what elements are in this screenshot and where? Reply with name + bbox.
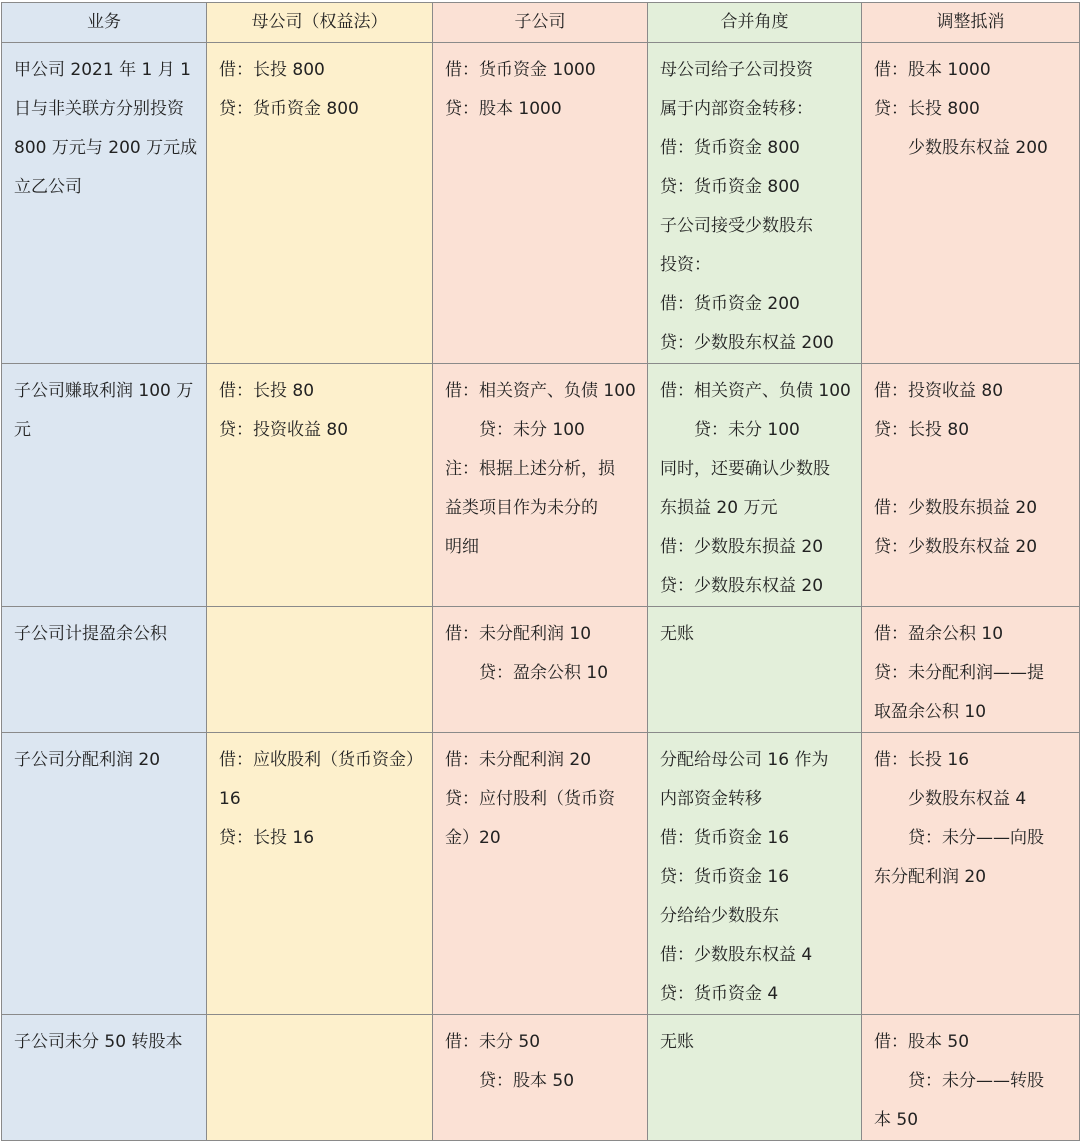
entry-line: 借：投资收益 80 — [874, 381, 1004, 401]
entry-line: 贷：盈余公积 10 — [445, 663, 609, 683]
entry-line: 同时，还要确认少数股 — [660, 459, 830, 479]
entry-line: 无账 — [660, 1032, 694, 1052]
entry-line: 贷：应付股利（货币资 — [445, 789, 615, 809]
entry-line: 借：长投 800 — [219, 60, 325, 80]
cell-business: 子公司赚取利润 100 万元 — [2, 364, 207, 607]
entry-line: 贷：未分——转股 — [874, 1071, 1044, 1091]
cell-consolidation — [648, 364, 862, 607]
header-subsidiary: 子公司 — [433, 3, 648, 43]
entry-line: 东分配利润 20 — [874, 867, 987, 887]
entry-line: 贷：股本 1000 — [445, 99, 562, 119]
table-row — [2, 43, 1080, 364]
entry-line: 投资： — [660, 255, 711, 275]
entry-line: 借：货币资金 200 — [660, 294, 800, 314]
cell-parent — [207, 43, 433, 364]
entry-line: 贷：货币资金 16 — [660, 867, 790, 887]
cell-adjustment — [862, 1015, 1080, 1141]
cell-adjustment — [862, 607, 1080, 733]
entry-line: 借：未分配利润 20 — [445, 750, 592, 770]
entry-line: 贷：少数股东权益 20 — [874, 537, 1038, 557]
entry-line: 贷：长投 800 — [874, 99, 980, 119]
cell-adjustment — [862, 733, 1080, 1015]
cell-business: 子公司计提盈余公积 — [2, 607, 207, 733]
entry-line: 贷：少数股东权益 200 — [660, 333, 834, 353]
entry-line: 借：未分 50 — [445, 1032, 541, 1052]
entry-line: 借：少数股东损益 20 — [660, 537, 824, 557]
entry-line: 贷：货币资金 800 — [660, 177, 800, 197]
cell-business: 甲公司 2021 年 1 月 1 日与非关联方分别投资 800 万元与 200 万元成立乙公司 — [2, 43, 207, 364]
entry-line: 贷：未分 100 — [660, 420, 800, 440]
entry-line: 借：股本 1000 — [874, 60, 991, 80]
entry-line: 贷：货币资金 4 — [660, 984, 779, 1004]
entry-line: 贷：未分 100 — [445, 420, 585, 440]
entry-line: 借：少数股东损益 20 — [874, 498, 1038, 518]
entry-line: 16 — [219, 789, 241, 809]
table-row — [2, 1015, 1080, 1141]
entry-line: 借：货币资金 16 — [660, 828, 790, 848]
entry-line: 贷：少数股东权益 20 — [660, 576, 824, 596]
cell-consolidation — [648, 607, 862, 733]
entry-line: 分配给母公司 16 作为 — [660, 750, 829, 770]
entry-line: 分给给少数股东 — [660, 906, 779, 926]
entry-line: 贷：未分配利润——提 — [874, 663, 1044, 683]
header-consolidation: 合并角度 — [648, 3, 862, 43]
entry-line: 属于内部资金转移： — [660, 99, 813, 119]
table-row — [2, 364, 1080, 607]
entry-line: 贷：股本 50 — [445, 1071, 575, 1091]
cell-adjustment — [862, 43, 1080, 364]
cell-parent — [207, 607, 433, 733]
cell-parent — [207, 733, 433, 1015]
entry-line: 少数股东权益 200 — [874, 138, 1048, 158]
entry-line: 无账 — [660, 624, 694, 644]
entry-line: 内部资金转移 — [660, 789, 762, 809]
entry-line: 借：未分配利润 10 — [445, 624, 592, 644]
entry-line: 借：货币资金 800 — [660, 138, 800, 158]
entry-line: 母公司给子公司投资 — [660, 60, 813, 80]
cell-consolidation — [648, 733, 862, 1015]
table-row — [2, 607, 1080, 733]
header-row — [2, 3, 1080, 43]
entry-line: 借：长投 80 — [219, 381, 315, 401]
cell-business: 子公司分配利润 20 — [2, 733, 207, 1015]
cell-subsidiary — [433, 364, 648, 607]
cell-consolidation — [648, 43, 862, 364]
entry-line: 贷：长投 80 — [874, 420, 970, 440]
entry-line: 借：相关资产、负债 100 — [660, 381, 851, 401]
entry-line: 借：长投 16 — [874, 750, 970, 770]
entry-line: 东损益 20 万元 — [660, 498, 778, 518]
entry-line: 贷：未分——向股 — [874, 828, 1044, 848]
cell-subsidiary — [433, 43, 648, 364]
cell-subsidiary — [433, 1015, 648, 1141]
header-adjustment: 调整抵消 — [862, 3, 1080, 43]
entry-line: 本 50 — [874, 1110, 919, 1130]
cell-business: 子公司未分 50 转股本 — [2, 1015, 207, 1141]
entry-line: 借：货币资金 1000 — [445, 60, 596, 80]
entry-line: 子公司接受少数股东 — [660, 216, 813, 236]
header-business: 业务 — [2, 3, 207, 43]
header-parent: 母公司（权益法） — [207, 3, 433, 43]
entry-line — [874, 450, 1071, 489]
accounting-table — [1, 2, 1080, 1141]
entry-line: 借：少数股东权益 4 — [660, 945, 813, 965]
entry-line: 借：相关资产、负债 100 — [445, 381, 636, 401]
cell-parent — [207, 1015, 433, 1141]
entry-line: 贷：投资收益 80 — [219, 420, 349, 440]
entry-line: 金）20 — [445, 828, 501, 848]
entry-line: 益类项目作为未分的 — [445, 498, 598, 518]
cell-subsidiary — [433, 607, 648, 733]
entry-line: 借：盈余公积 10 — [874, 624, 1004, 644]
entry-line: 贷：货币资金 800 — [219, 99, 359, 119]
entry-line: 借：股本 50 — [874, 1032, 970, 1052]
entry-line: 注：根据上述分析，损 — [445, 459, 615, 479]
table-row — [2, 733, 1080, 1015]
entry-line: 贷：长投 16 — [219, 828, 315, 848]
entry-line: 少数股东权益 4 — [874, 789, 1027, 809]
cell-consolidation — [648, 1015, 862, 1141]
cell-adjustment — [862, 364, 1080, 607]
entry-line: 取盈余公积 10 — [874, 702, 987, 722]
cell-parent — [207, 364, 433, 607]
cell-subsidiary — [433, 733, 648, 1015]
entry-line: 借：应收股利（货币资金） — [219, 750, 423, 770]
entry-line: 明细 — [445, 537, 479, 557]
